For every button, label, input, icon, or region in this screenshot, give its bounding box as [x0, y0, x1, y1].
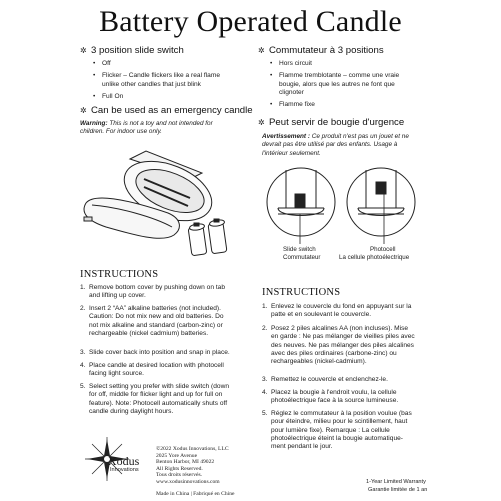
warranty-fr: Garantie limitée de 1 an — [368, 487, 428, 493]
fr-warning: Avertissement : Ce produit n'est pas un jouet et ne devrait pas être utilisé par des enfants. Usage à l'intérieur seulement. — [262, 133, 409, 157]
bullet-icon: • — [93, 60, 96, 67]
slide-switch-caption-en: Slide switch — [283, 246, 316, 253]
company-rights-en: All Rights Reserved. — [156, 465, 203, 472]
en-switch-item-flicker-cont: unlike other candles that just blink — [102, 80, 201, 88]
bullet-icon: • — [270, 60, 273, 67]
fr-step-2: 2. Posez 2 piles alcalines AA (non incluses). Mise en garde : Ne pas mélanger de vieilles piles avec des neuves. Ne pas mélanger des piles alcalines avec des piles ordinaires (carbone-zinc) ou rechargeables (nickel-cadmium). — [262, 325, 415, 366]
slide-switch-caption-fr: Commutateur — [283, 254, 321, 261]
page-title: Battery Operated Candle — [99, 5, 402, 38]
en-step-4: 4. Place candle at desired location with photocell facing light source. — [80, 362, 224, 378]
fr-switch-item-flicker-cont1: bougie, alors que les autres ne font que — [279, 80, 395, 88]
fr-switch-item-on: • Flamme fixe — [270, 101, 315, 108]
fr-step-5: 5. Réglez le commutateur à la position voulue (bas pour éteindre, milieu pour le scintillement, haut pour lumière fixe). Remarque : La cellule photoélectrique éteint la bougie automatique- ment pendant le jour. — [262, 410, 412, 451]
fr-step-1: 1. Enlevez le couvercle du fond en appuyant sur la patte et en soulevant le couvercle. — [262, 303, 412, 319]
company-street: 2025 Yore Avenue — [156, 452, 198, 459]
gear-bullet-icon: ✲ — [80, 46, 87, 55]
company-logo-sub: Innovations — [110, 467, 139, 473]
fr-switch-item-flicker-cont2: clignoter — [279, 89, 304, 96]
company-city: Benton Harbor, MI 49022 — [156, 459, 215, 465]
fr-instructions-heading: INSTRUCTIONS — [262, 287, 341, 298]
photocell-caption-fr: La cellule photoélectrique — [339, 254, 410, 261]
made-in-china: Made in China | Fabriqué en Chine — [156, 491, 235, 497]
fr-step-3: 3. Remettez le couvercle et enclenchez-le. — [262, 376, 388, 383]
en-switch-item-off: • Off — [93, 60, 111, 67]
gear-bullet-icon: ✲ — [258, 46, 265, 55]
fr-switch-item-flicker: • Flamme tremblotante – comme une vraie — [270, 72, 400, 79]
en-step-3: 3. Slide cover back into position and snap in place. — [80, 349, 230, 356]
gear-bullet-icon: ✲ — [258, 118, 265, 127]
fr-emergency-heading: ✲ Peut servir de bougie d'urgence — [258, 117, 405, 128]
en-step-5: 5. Select setting you prefer with slide switch (down for off, middle for flicker light and up for full on feature). Note: Photocell automatically shuts off candle during daylight hours. — [80, 383, 229, 415]
en-instructions-heading: INSTRUCTIONS — [80, 269, 159, 280]
company-website: www.xodusinnovations.com — [156, 478, 220, 485]
gear-bullet-icon: ✲ — [80, 106, 87, 115]
warranty-en: 1-Year Limited Warranty — [366, 479, 426, 485]
en-emergency-heading: ✲ Can be used as an emergency candle — [80, 105, 253, 116]
bullet-icon: • — [270, 101, 273, 108]
en-step-2: 2. Insert 2 “AA” alkaline batteries (not included). Caution: Do not mix new and old batteries. Do not mix alkaline and standard (carbon-zinc) or rechargeable (nickel cadmium) batteries. — [80, 305, 224, 337]
en-switch-heading: ✲ 3 position slide switch — [80, 45, 184, 56]
fr-switch-heading: ✲ Commutateur à 3 positions — [258, 45, 384, 56]
photocell-illustration — [344, 160, 418, 248]
en-switch-item-on: • Full On — [93, 93, 124, 100]
bullet-icon: • — [270, 72, 273, 79]
photocell-caption-en: Photocell — [370, 246, 396, 253]
en-switch-item-flicker: • Flicker – Candle flickers like a real flame — [93, 72, 220, 79]
bullet-icon: • — [93, 93, 96, 100]
company-logo-name: Xodus — [108, 454, 140, 468]
fr-switch-item-off: • Hors circuit — [270, 60, 312, 67]
battery-compartment-illustration — [78, 143, 238, 265]
bullet-icon: • — [93, 72, 96, 79]
fr-step-4: 4. Placez la bougie à l'endroit voulu, la cellule photoélectrique face à la source lumineuse. — [262, 389, 399, 405]
en-warning: Warning: This is not a toy and not intended for children. For indoor use only. — [80, 120, 213, 136]
company-rights-fr: Tous droits réservés. — [156, 472, 203, 478]
company-copyright: ©2022 Xodus Innovations, LLC — [156, 446, 229, 452]
slide-switch-illustration — [264, 160, 338, 248]
en-step-1: 1. Remove bottom cover by pushing down on tab and lifting up cover. — [80, 284, 225, 300]
